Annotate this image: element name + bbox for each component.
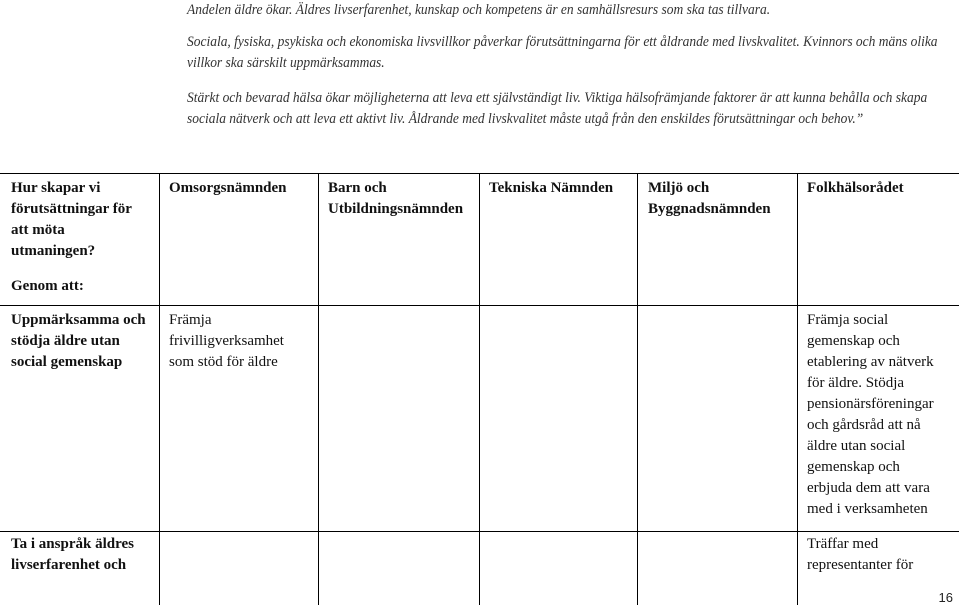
intro-line-4: Stärkt och bevarad hälsa ökar möjligheterna att leva ett självständigt liv. Viktiga hälsofrämjande faktorer är att kunna behålla och skapa — [187, 90, 928, 106]
question-header: Hur skapar vi förutsättningar för att möta utmaningen? — [11, 180, 132, 259]
header-folkhalsoradet: Folkhälsorådet — [807, 180, 904, 196]
table-col-divider-2 — [318, 173, 319, 605]
header-tekniska-namnden: Tekniska Nämnden — [489, 180, 614, 196]
intro-line-3: villkor ska särskilt uppmärksammas. — [187, 55, 385, 71]
header-omsorgsnamnden: Omsorgsnämnden — [169, 180, 287, 196]
table-col-divider-3 — [479, 173, 480, 605]
intro-line-2: Sociala, fysiska, psykiska och ekonomiska livsvillkor påverkar förutsättningarna för ett åldrande med livskvalitet. Kvinnors och mäns olika — [187, 34, 938, 50]
page-number: 16 — [938, 590, 953, 605]
intro-line-5: sociala nätverk och att leva ett aktivt liv. Åldrande med livskvalitet måste utgå från den enskildes förutsättningar och behov.” — [187, 111, 864, 127]
row1-label: Uppmärksamma och stödja äldre utan social gemenskap — [11, 312, 146, 370]
row2-label: Ta i anspråk äldres livserfarenhet och — [11, 536, 134, 573]
table-col-divider-1 — [159, 173, 160, 605]
table-col-divider-4 — [637, 173, 638, 605]
genom-att-label: Genom att: — [11, 278, 84, 294]
row1-folkhalsa-cell: Främja social gemenskap och etablering av nätverk för äldre. Stödja pensionärsföreningar och gårdsråd att nå äldre utan social gemenskap och erbjuda dem att vara med i verksamheten — [807, 312, 934, 517]
intro-line-1: Andelen äldre ökar. Äldres livserfarenhet, kunskap och kompetens är en samhällsresurs som ska tas tillvara. — [187, 2, 771, 18]
header-barn-och-utbildningsnamnden: Barn och Utbildningsnämnden — [328, 180, 464, 217]
row2-folkhalsa-cell: Träffar med representanter för — [807, 536, 914, 573]
row1-omsorg-cell: Främja frivilligverksamhet som stöd för äldre — [169, 312, 284, 370]
intro-text — [187, 0, 938, 130]
table-col-divider-5 — [797, 173, 798, 605]
header-miljo-och-byggnadsnamnden: Miljö och Byggnadsnämnden — [648, 180, 771, 217]
